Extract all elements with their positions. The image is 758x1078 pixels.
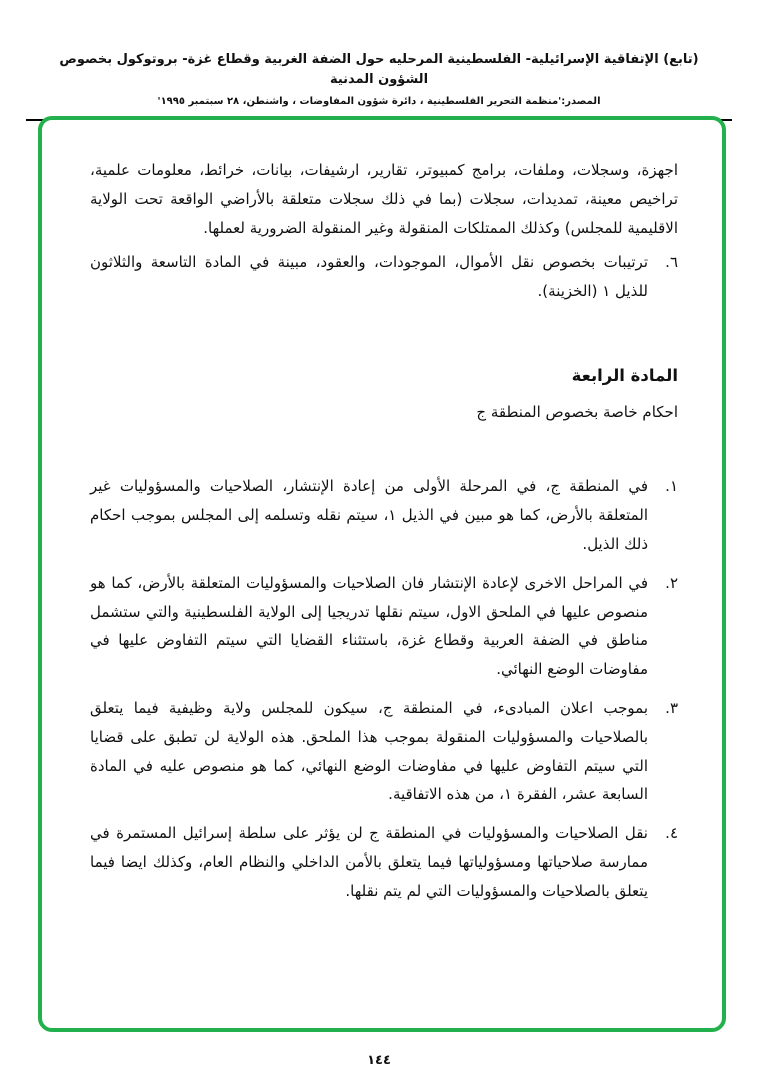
page-number: ١٤٤ <box>367 1053 391 1068</box>
list-item-2 <box>90 569 678 684</box>
document-content <box>42 120 722 906</box>
list-item-number: ٣. <box>665 699 678 718</box>
document-title: (تابع) الإتفاقية الإسرائيلية- الفلسطينية المرحليه حول الضفة الغربية وقطاع غزة- بروتوكول بخصوص الشؤون المدنية <box>59 52 699 87</box>
list-item-text: نقل الصلاحيات والمسؤوليات في المنطقة ج لن يؤثر على سلطة إسرائيل المستمرة في ممارسة صلاحياتها ومسؤولياتها فيما يتعلق بالأمن الداخلي والنظام العام، وكذلك ايضا فيما يتعلق بالصلاحيات والمسؤوليات التي لم يتم نقلها. <box>90 824 648 900</box>
list-item-text: بموجب اعلان المبادىء، في المنطقة ج، سيكون للمجلس ولاية وظيفية فيما يتعلق بالصلاحيات والمسؤوليات المنقولة بموجب هذا الملحق. هذه الولاية لن تطبق على قضايا التي سيتم التفاوض عليها في مفاوضات الوضع النهائي، كما هو منصوص عليه في المادة السابعة عشر، الفقرة ١، من هذه الاتفاقية. <box>90 699 648 804</box>
list-item-number: ٦. <box>665 253 678 272</box>
list-item-text: في المراحل الاخرى لإعادة الإنتشار فان الصلاحيات والمسؤوليات المتعلقة بالأرض، كما هو منصوص عليها في الملحق الاول، سيتم نقلها تدريجيا إلى الولاية الفلسطينية والتي ستشمل مناطق في الضفة العربية وقطاع غزة، باستثناء القضايا التي سيتم التفاوض عليها في مفاوضات الوضع النهائي. <box>90 573 648 679</box>
list-item-text: في المنطقة ج، في المرحلة الأولى من إعادة الإنتشار، الصلاحيات والمسؤوليات غير المتعلقة بالأرض، كما هو مبين في الذيل ١، سيتم نقله وتسلمه إلى المجلس بموجب احكام ذلك الذيل. <box>90 477 649 554</box>
article-title: المادة الرابعة <box>571 365 678 385</box>
list-item-1 <box>90 472 678 558</box>
page-header <box>0 0 758 107</box>
intro-paragraph: اجهزة، وسجلات، وملفات، برامج كمبيوتر، تقارير، ارشيفات، بيانات، خرائط، معلومات علمية، تراخيص معينة، تمديدات، سجلات (بما في ذلك سجلات متعلقة بالأراضي الواقعة تحت الولاية الاقليمية للمجلس) وكذلك الممتلكات المنقولة وغير المنقولة الضرورية لعملها. <box>90 161 678 237</box>
list-item-3 <box>90 694 678 809</box>
list-item-number: ١. <box>665 477 678 496</box>
content-frame <box>38 116 726 1032</box>
article-items <box>90 472 678 905</box>
list-item-text: ترتيبات بخصوص نقل الأموال، الموجودات، والعقود، مبينة في المادة التاسعة والثلاثون للذيل ١ (الخزينة). <box>90 253 648 301</box>
list-item-number: ٤. <box>665 824 678 843</box>
list-item-4 <box>90 819 678 905</box>
list-item-6 <box>90 248 678 306</box>
document-source-line: المصدر:'منظمة التحرير الفلسطينية ، دائرة شؤون المفاوضات ، واشنطن، ٢٨ سبتمبر ١٩٩٥' <box>157 96 601 107</box>
article-subtitle: احكام خاصة بخصوص المنطقة ج <box>476 402 678 421</box>
list-item-number: ٢. <box>665 573 678 592</box>
